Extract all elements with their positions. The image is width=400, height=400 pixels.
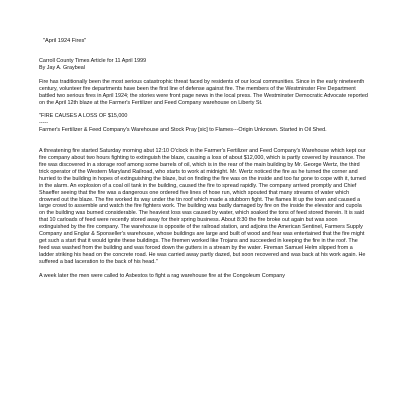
byline-source: Carroll County Times Article for 11 April 1999 (39, 58, 147, 64)
continuation-paragraph: A week later the men were called to Asbestos to fight a rag warehouse fire at the Congoleum Company (39, 272, 285, 279)
headline-separator: ----- (39, 120, 49, 127)
byline (39, 58, 369, 72)
byline-author: By Jay A. Graybeal (39, 64, 85, 71)
article-headline: "FIRE CAUSES A LOSS OF $15,000 (39, 113, 128, 120)
intro-paragraph: Fire has traditionally been the most serious catastrophic threat faced by residents of our local communities. Since in the early nineteenth century, volunteer fire departments have been the first line of defense against fire. The members of the Westminster Fire Department battled two serious fires in April 1924; the stories were front page news in the local press. The Westminster Democratic Advocate reported on the April 12th blaze at the Farmer's Fertilizer and Feed Company warehouse on Liberty St. (39, 78, 368, 106)
document-title: "April 1924 Fires" (43, 38, 87, 44)
article-subheadline: Farmer's Fertilizer & Feed Company's Warehouse and Stock Pray [sic] to Flames---Origin Unknown. Started in Oil Shed. (39, 127, 327, 134)
article-body: A threatening fire started Saturday morning abut 12:10 O'clock in the Farmer's Fertilizer and Feed Company's Warehouse which kept our fire company about two hours fighting to extinguish the blaze, causing a loss of about $12,000, which is partly covered by insurance. The fire was discovered in a storage roof among some barrels of oil, which is in the rear of the main building by Mr. George Wertz, the third trick operator of the Western Maryland Railroad, who starts to work at midnight. Mr. Wertz noticed the fire as he turned the corner and hurried to the building in hopes of extinguishing the blaze, but on finding the fire was on the inside and too far gone to cope with it, turned in the alarm. An explosion of a coal oil tank in the building, caused the fire to spread rapidly. The company arrived promptly and Chief Shaeffer seeing that the fire was a dangerous one ordered five lines of hose run, which spouted that many streams of water which drowned out the blaze. The fire worked its way under the tin roof which made a stubborn fight. The flames lit up the town and caused a large crowd to assemble and watch the fire fighters work. The building was badly damaged by fire on the inside the elevator and cupola on the building was burned considerable. The heaviest loss was caused by water, which soaked the tons of feed stored therein. It is said that 10 carloads of feed were recently stored away for their spring business. About 8:30 the fire broke out again but was soon extinguished by the fire company. The warehouse is opposite of the railroad station, and adjoins the American Sentinel, Farmers Supply Company and Englar & Sponseller's warehouse, whose buildings are large and built of wood and fear was entertained that the fire might get such a start that it would ignite these buildings. The firemen worked like Trojans and succeeded in keeping the fire in the roof. The feed was washed from the building and was forced down the gutters in a stream by the water. Fireman Samuel Helm slipped from a ladder striking his head on the concrete road. He was carried away partly dazed, but soon recovered and was back at his work again. He suffered a bad laceration to the back of his head." (39, 148, 366, 265)
document-page (39, 38, 369, 279)
